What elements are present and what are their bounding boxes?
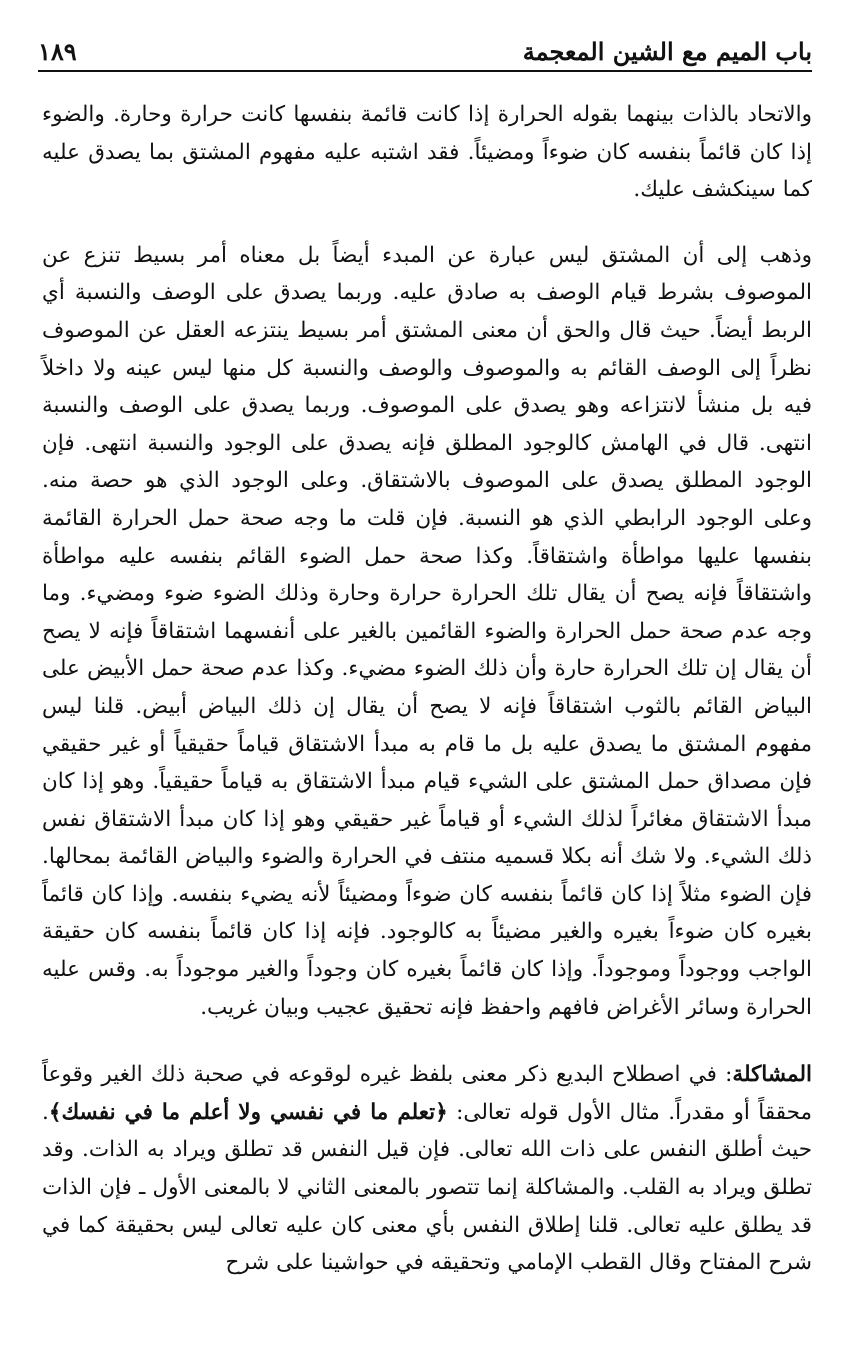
body-text: [42, 96, 812, 1282]
quran-quote: ﴿تعلم ما في نفسي ولا أعلم ما في نفسك﴾: [48, 1099, 448, 1125]
page-header: [38, 28, 812, 72]
paragraph-2: وذهب إلى أن المشتق ليس عبارة عن المبدء أيضاً بل معناه أمر بسيط تنزع عن الموصوف بشرط قيام الوصف به صادق عليه. وربما يصدق على الوصف والنسبة أي الربط أيضاً. حيث قال والحق أن معنى المشتق أمر بسيط ينتزعه العقل عن الموصوف نظراً إلى الوصف القائم به والموصوف والوصف والنسبة كل منها ليس عينه ولا داخلاً فيه بل منشأ لانتزاعه وهو يصدق على الموصوف. وربما يصدق على الوصف والنسبة انتهى. قال في الهامش كالوجود المطلق فإنه يصدق على الوجود والنسبة انتهى. فإن الوجود المطلق يصدق على الموصوف بالاشتقاق. وعلى الوجود الذي هو حصة منه. وعلى الوجود الرابطي الذي هو النسبة. فإن قلت ما وجه صحة حمل الحرارة القائمة بنفسها عليها مواطأة واشتقاقاً. وكذا صحة حمل الضوء القائم بنفسه عليه مواطأة واشتقاقاً فإنه يصح أن يقال تلك الحرارة حرارة وحارة وذلك الضوء ضوء ومضيء. وما وجه عدم صحة حمل الحرارة والضوء القائمين بالغير على أنفسهما اشتقاقاً فإنه لا يصح أن يقال إن تلك الحرارة حارة وأن ذلك الضوء مضيء. وكذا عدم صحة حمل الأبيض على البياض القائم بالثوب اشتقاقاً فإنه لا يصح أن يقال إن ذلك البياض أبيض. قلنا ليس مفهوم المشتق ما يصدق عليه بل ما قام به مبدأ الاشتقاق قياماً حقيقياً أو غير حقيقي فإن مصداق حمل المشتق على الشيء قيام مبدأ الاشتقاق به قياماً حقيقياً. وهو إذا كان مبدأ الاشتقاق مغائراً لذلك الشيء أو قياماً غير حقيقي وهو إذا كان مبدأ الاشتقاق نفس ذلك الشيء. ولا شك أنه بكلا قسميه منتف في الحرارة والضوء والبياض القائمة بمحالها. فإن الضوء مثلاً إذا كان قائماً بنفسه كان ضوءاً ومضيئاً لأنه يضيء بنفسه. وإذا كان قائماً بغيره كان ضوءاً بغيره والغير مضيئاً به كالوجود. فإنه إذا كان قائماً بنفسه كان حقيقة الواجب ووجوداً وموجوداً. وإذا كان قائماً بغيره كان وجوداً والغير موجوداً به. وقس عليه الحرارة وسائر الأغراض فافهم واحفظ فإنه تحقيق عجيب وبيان غريب.: [42, 242, 812, 1020]
paragraph-1: والاتحاد بالذات بينهما بقوله الحرارة إذا كانت قائمة بنفسها كانت حرارة وحارة. والضوء إذا كان قائماً بنفسه كان ضوءاً ومضيئاً. فقد اشتبه عليه مفهوم المشتق بما يصدق عليه كما سينكشف عليك.: [42, 102, 812, 203]
entry-text-before-quote: : في اصطلاح البديع ذكر معنى بلفظ غيره لوقوعه في صحبة ذلك الغير وقوعاً محققاً أو مقدراً. مثال الأول قوله تعالى:: [42, 1062, 812, 1125]
entry-text-after-quote: . حيث أطلق النفس على ذات الله تعالى. فإن قيل النفس قد تطلق ويراد به الذات. وقد تطلق ويراد به القلب. والمشاكلة إنما تتصور بالمعنى الثاني لا بالمعنى الأول ـ فإن الذات قد يطلق عليه تعالى. قلنا إطلاق النفس بأي معنى كان عليه تعالى ليس بحقيقة كما في شرح المفتاح وقال القطب الإمامي وتحقيقه في حواشينا على شرح: [42, 1099, 812, 1276]
page-number: ١٨٩: [38, 37, 77, 66]
entry-term: المشاكلة: [732, 1062, 812, 1088]
paragraph-3: [42, 1056, 812, 1282]
running-head: باب الميم مع الشين المعجمة: [522, 37, 812, 66]
